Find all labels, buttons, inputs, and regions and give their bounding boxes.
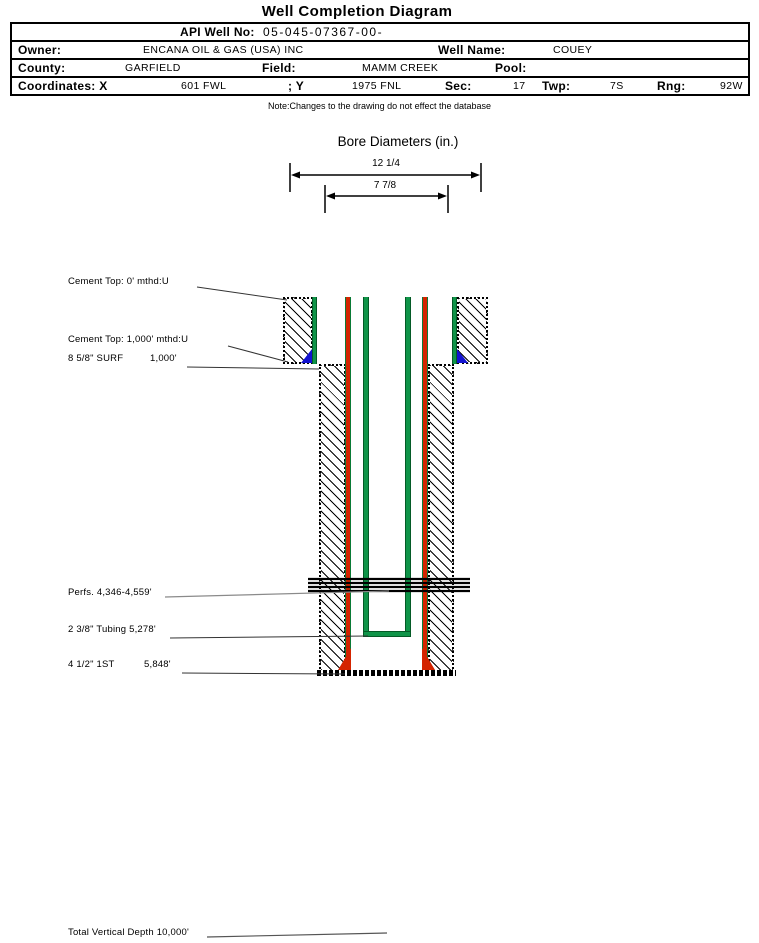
cement-top-production-label: Cement Top: 1,000' mthd:U xyxy=(68,334,189,345)
table-row-coordinates xyxy=(12,76,748,94)
tubing-line-left xyxy=(363,297,369,637)
production-cement-right xyxy=(428,364,454,672)
rng-value: 92W xyxy=(720,80,743,92)
total-depth-label: Total Vertical Depth 10,000' xyxy=(68,927,189,938)
cement-top-surface-label: Cement Top: 0' mthd:U xyxy=(68,276,169,287)
inner-bore-arrowhead-right xyxy=(438,193,447,200)
surface-casing-label: 8 5/8" SURF xyxy=(68,353,124,364)
table-row-county xyxy=(12,58,748,76)
owner-label: Owner: xyxy=(18,43,62,57)
outer-bore-arrowhead-right xyxy=(471,172,480,179)
coordinates-y-label: ; Y xyxy=(288,79,305,93)
surface-casing-line-right xyxy=(452,297,457,364)
tubing-line-right xyxy=(405,297,411,637)
hole-bottom-bar xyxy=(317,670,456,676)
rng-label: Rng: xyxy=(657,79,686,93)
perforations-label: Perfs. 4,346-4,559' xyxy=(68,587,152,598)
perforations-leader xyxy=(165,591,389,597)
coordinates-x-value: 601 FWL xyxy=(181,80,227,92)
page-title: Well Completion Diagram xyxy=(261,3,453,20)
sec-label: Sec: xyxy=(445,79,472,93)
api-value: 05-045-07367-00- xyxy=(263,25,384,39)
well-name-label: Well Name: xyxy=(438,43,506,57)
outer-bore-arrowhead-left xyxy=(291,172,300,179)
total-depth-leader xyxy=(207,933,387,937)
inner-bore-arrowhead-left xyxy=(326,193,335,200)
cement-top-production-leader xyxy=(228,346,288,362)
table-row-owner xyxy=(12,40,748,58)
coordinates-y-value: 1975 FNL xyxy=(352,80,402,92)
county-value: GARFIELD xyxy=(125,62,181,74)
production-casing-label: 4 1/2" 1ST xyxy=(68,659,115,670)
tubing-bottom xyxy=(363,631,411,637)
production-casing-line-right xyxy=(422,297,428,670)
bore-diameters-title: Bore Diameters (in.) xyxy=(337,134,459,149)
tubing-label: 2 3/8" Tubing 5,278' xyxy=(68,624,156,635)
table-row-api xyxy=(12,24,748,40)
twp-value: 7S xyxy=(610,80,624,92)
production-casing-depth-label: 5,848' xyxy=(144,659,171,670)
inner-bore-diameter-label: 7 7/8 xyxy=(373,180,397,191)
outer-bore-diameter-label: 12 1/4 xyxy=(372,158,400,169)
database-note: Note:Changes to the drawing do not effect the database xyxy=(268,101,491,111)
api-label: API Well No: xyxy=(180,25,255,39)
twp-label: Twp: xyxy=(542,79,571,93)
cement-top-surface-leader xyxy=(197,287,287,300)
surface-casing-depth-label: 1,000' xyxy=(150,353,177,364)
owner-value: ENCANA OIL & GAS (USA) INC xyxy=(143,44,304,56)
field-value: MAMM CREEK xyxy=(362,62,439,74)
surface-casing-cement-left xyxy=(283,297,313,364)
sec-value: 17 xyxy=(513,80,526,92)
well-name-value: COUEY xyxy=(553,44,593,56)
county-label: County: xyxy=(18,61,66,75)
surface-casing-leader xyxy=(187,367,319,369)
production-cement-left xyxy=(319,364,346,672)
field-label: Field: xyxy=(262,61,296,75)
pool-label: Pool: xyxy=(495,61,527,75)
coordinates-label: Coordinates: X xyxy=(18,79,108,93)
surface-casing-cement-right xyxy=(457,297,488,364)
well-header-table xyxy=(10,22,750,96)
production-casing-line-left xyxy=(345,297,351,670)
surface-casing-line-left xyxy=(312,297,317,364)
